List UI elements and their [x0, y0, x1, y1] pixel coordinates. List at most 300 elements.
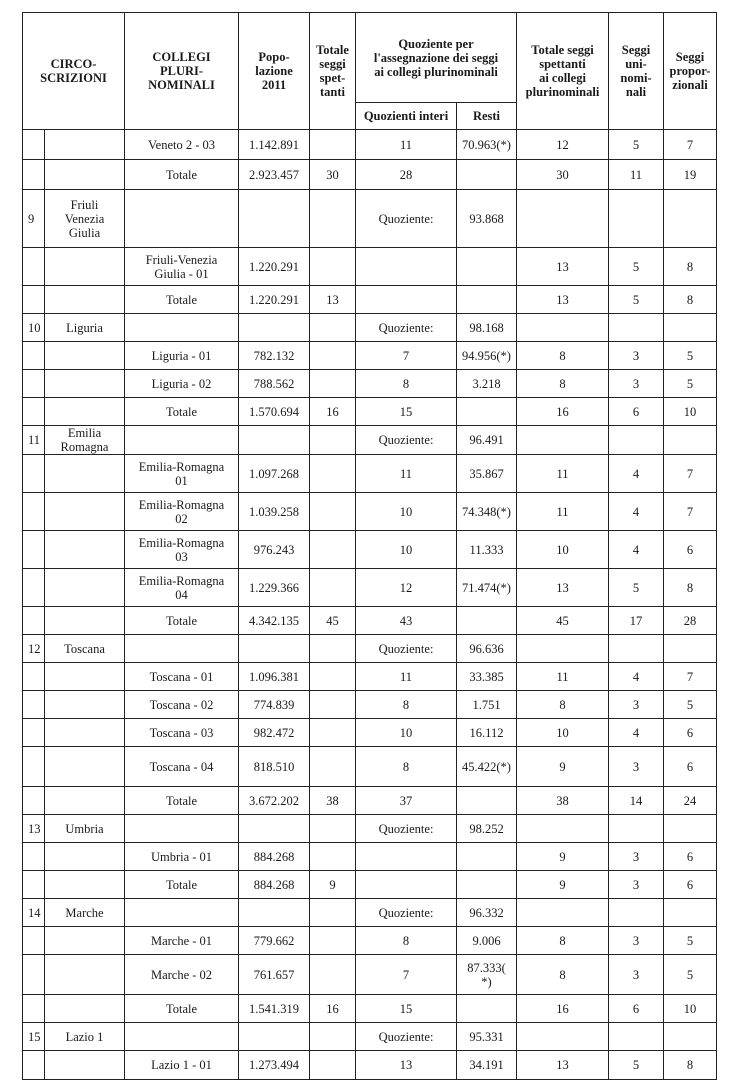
total-seggi: 30 [310, 160, 356, 190]
col-header-collegi: COLLEGI PLURI- NOMINALI [125, 13, 239, 130]
collegio-name: Liguria - 01 [125, 342, 239, 370]
table-row [23, 342, 717, 370]
cell-empty [457, 398, 517, 426]
total-quozienti-interi [356, 871, 457, 899]
popolazione: 982.472 [239, 719, 310, 747]
cell-empty [310, 719, 356, 747]
total-row [23, 871, 717, 899]
cell-empty [45, 370, 125, 398]
region-number: 13 [23, 815, 45, 843]
region-name: Liguria [45, 314, 125, 342]
collegio-name: Toscana - 03 [125, 719, 239, 747]
region-row [23, 190, 717, 248]
quoziente-value: 98.168 [457, 314, 517, 342]
total-seggi-proporzionali: 28 [664, 607, 717, 635]
collegio-name: Emilia-Romagna 04 [125, 569, 239, 607]
cell-empty [23, 160, 45, 190]
total-seggi-collegi: 16 [517, 398, 609, 426]
quozienti-interi: 8 [356, 691, 457, 719]
seggi-proporzionali: 5 [664, 370, 717, 398]
seggi-collegi: 10 [517, 719, 609, 747]
collegio-name: Toscana - 01 [125, 663, 239, 691]
total-seggi-uninominali: 6 [609, 995, 664, 1023]
seggi-uninominali: 5 [609, 130, 664, 160]
table-row [23, 569, 717, 607]
quoziente-value: 96.491 [457, 426, 517, 455]
total-seggi-proporzionali: 19 [664, 160, 717, 190]
table-body [23, 130, 717, 1080]
total-popolazione: 1.541.319 [239, 995, 310, 1023]
resti [457, 248, 517, 286]
cell-empty [23, 607, 45, 635]
total-label: Totale [125, 398, 239, 426]
table-row [23, 1051, 717, 1080]
resti: 35.867 [457, 455, 517, 493]
total-label: Totale [125, 995, 239, 1023]
seggi-proporzionali: 6 [664, 719, 717, 747]
quoziente-value: 95.331 [457, 1023, 517, 1051]
total-row [23, 160, 717, 190]
quozienti-interi: 11 [356, 130, 457, 160]
total-popolazione: 884.268 [239, 871, 310, 899]
seggi-proporzionali: 8 [664, 248, 717, 286]
cell-empty [45, 691, 125, 719]
total-seggi-proporzionali: 10 [664, 398, 717, 426]
quozienti-interi: 8 [356, 747, 457, 787]
quoziente-value: 96.636 [457, 635, 517, 663]
region-row [23, 426, 717, 455]
quozienti-interi: 12 [356, 569, 457, 607]
total-label: Totale [125, 607, 239, 635]
total-quozienti-interi: 15 [356, 995, 457, 1023]
quozienti-interi: 11 [356, 455, 457, 493]
quoziente-label: Quoziente: [356, 314, 457, 342]
table-row [23, 663, 717, 691]
seggi-proporzionali: 7 [664, 663, 717, 691]
cell-empty [45, 843, 125, 871]
total-label: Totale [125, 160, 239, 190]
seggi-collegi: 8 [517, 691, 609, 719]
table-row [23, 248, 717, 286]
region-row [23, 815, 717, 843]
cell-empty [23, 398, 45, 426]
collegio-name: Toscana - 02 [125, 691, 239, 719]
cell-empty [310, 130, 356, 160]
popolazione: 761.657 [239, 955, 310, 995]
cell-empty [23, 569, 45, 607]
seggi-uninominali: 5 [609, 1051, 664, 1080]
total-seggi: 9 [310, 871, 356, 899]
collegio-name: Lazio 1 - 01 [125, 1051, 239, 1080]
region-row [23, 1023, 717, 1051]
col-header-totale-collegi: Totale seggi spettanti ai collegi plurinominali [517, 13, 609, 130]
popolazione: 1.097.268 [239, 455, 310, 493]
total-seggi: 13 [310, 286, 356, 314]
region-name: Friuli Venezia Giulia [45, 190, 125, 248]
seggi-proporzionali: 7 [664, 130, 717, 160]
total-seggi-collegi: 30 [517, 160, 609, 190]
quozienti-interi: 8 [356, 927, 457, 955]
cell-empty [239, 815, 310, 843]
total-seggi-collegi: 16 [517, 995, 609, 1023]
cell-empty [45, 248, 125, 286]
cell-empty [310, 1023, 356, 1051]
cell-empty [45, 955, 125, 995]
seggi-uninominali: 3 [609, 747, 664, 787]
collegio-name: Friuli-Venezia Giulia - 01 [125, 248, 239, 286]
cell-empty [457, 286, 517, 314]
cell-empty [23, 747, 45, 787]
quozienti-interi: 11 [356, 663, 457, 691]
table-row [23, 531, 717, 569]
total-seggi-uninominali: 5 [609, 286, 664, 314]
seggi-collegi: 8 [517, 370, 609, 398]
region-name: Toscana [45, 635, 125, 663]
seggi-proporzionali: 8 [664, 569, 717, 607]
resti: 34.191 [457, 1051, 517, 1080]
cell-empty [310, 691, 356, 719]
seggi-collegi: 9 [517, 843, 609, 871]
cell-empty [125, 314, 239, 342]
table-row [23, 719, 717, 747]
total-label: Totale [125, 871, 239, 899]
collegio-name: Liguria - 02 [125, 370, 239, 398]
total-label: Totale [125, 787, 239, 815]
region-number: 15 [23, 1023, 45, 1051]
cell-empty [23, 493, 45, 531]
cell-empty [310, 747, 356, 787]
popolazione: 1.142.891 [239, 130, 310, 160]
quoziente-label: Quoziente: [356, 899, 457, 927]
cell-empty [23, 719, 45, 747]
cell-empty [23, 1051, 45, 1080]
seggi-uninominali: 5 [609, 569, 664, 607]
cell-empty [23, 955, 45, 995]
cell-empty [45, 160, 125, 190]
cell-empty [664, 815, 717, 843]
seggi-uninominali: 4 [609, 455, 664, 493]
seggi-collegi: 11 [517, 493, 609, 531]
seggi-uninominali: 4 [609, 719, 664, 747]
cell-empty [517, 314, 609, 342]
col-header-uninominali: Seggi uni- nomi- nali [609, 13, 664, 130]
total-seggi: 16 [310, 995, 356, 1023]
cell-empty [310, 635, 356, 663]
total-seggi-uninominali: 3 [609, 871, 664, 899]
col-header-circoscrizioni: CIRCO- SCRIZIONI [23, 13, 125, 130]
cell-empty [517, 190, 609, 248]
cell-empty [517, 1023, 609, 1051]
seggi-proporzionali: 6 [664, 843, 717, 871]
cell-empty [310, 1051, 356, 1080]
cell-empty [664, 314, 717, 342]
total-row [23, 607, 717, 635]
popolazione: 1.229.366 [239, 569, 310, 607]
popolazione: 976.243 [239, 531, 310, 569]
collegio-name: Emilia-Romagna 03 [125, 531, 239, 569]
total-seggi-proporzionali: 24 [664, 787, 717, 815]
cell-empty [310, 899, 356, 927]
cell-empty [45, 398, 125, 426]
cell-empty [609, 314, 664, 342]
region-number: 14 [23, 899, 45, 927]
cell-empty [664, 426, 717, 455]
cell-empty [45, 569, 125, 607]
cell-empty [45, 719, 125, 747]
seggi-proporzionali: 5 [664, 927, 717, 955]
col-header-resti: Resti [457, 103, 517, 130]
popolazione: 779.662 [239, 927, 310, 955]
resti: 94.956(*) [457, 342, 517, 370]
cell-empty [310, 493, 356, 531]
seat-allocation-table [22, 12, 717, 1080]
resti: 33.385 [457, 663, 517, 691]
region-number: 12 [23, 635, 45, 663]
cell-empty [310, 843, 356, 871]
cell-empty [609, 635, 664, 663]
col-header-popolazione: Popo- lazione 2011 [239, 13, 310, 130]
col-header-proporzionali: Seggi propor- zionali [664, 13, 717, 130]
cell-empty [517, 426, 609, 455]
seggi-uninominali: 4 [609, 663, 664, 691]
cell-empty [45, 1051, 125, 1080]
total-popolazione: 3.672.202 [239, 787, 310, 815]
cell-empty [23, 871, 45, 899]
region-name: Umbria [45, 815, 125, 843]
seggi-uninominali: 4 [609, 493, 664, 531]
cell-empty [310, 314, 356, 342]
cell-empty [45, 747, 125, 787]
cell-empty [310, 455, 356, 493]
quoziente-label: Quoziente: [356, 635, 457, 663]
total-quozienti-interi: 43 [356, 607, 457, 635]
cell-empty [45, 663, 125, 691]
total-row [23, 787, 717, 815]
total-popolazione: 2.923.457 [239, 160, 310, 190]
total-quozienti-interi: 37 [356, 787, 457, 815]
cell-empty [45, 531, 125, 569]
total-seggi-proporzionali: 10 [664, 995, 717, 1023]
region-name: Lazio 1 [45, 1023, 125, 1051]
total-quozienti-interi [356, 286, 457, 314]
quozienti-interi: 8 [356, 370, 457, 398]
quozienti-interi [356, 843, 457, 871]
resti [457, 843, 517, 871]
region-row [23, 314, 717, 342]
col-header-totale-seggi: Totale seggi spet- tanti [310, 13, 356, 130]
total-seggi-uninominali: 17 [609, 607, 664, 635]
table-row [23, 843, 717, 871]
region-name: Emilia Romagna [45, 426, 125, 455]
cell-empty [664, 1023, 717, 1051]
table-header [23, 13, 717, 130]
total-seggi: 38 [310, 787, 356, 815]
total-row [23, 398, 717, 426]
cell-empty [45, 927, 125, 955]
col-header-quozienti-interi: Quozienti interi [356, 103, 457, 130]
region-number: 10 [23, 314, 45, 342]
popolazione: 1.220.291 [239, 248, 310, 286]
resti: 1.751 [457, 691, 517, 719]
popolazione: 782.132 [239, 342, 310, 370]
cell-empty [457, 160, 517, 190]
cell-empty [457, 787, 517, 815]
table-row [23, 927, 717, 955]
quoziente-value: 96.332 [457, 899, 517, 927]
total-row [23, 995, 717, 1023]
table-row [23, 955, 717, 995]
cell-empty [310, 569, 356, 607]
seggi-proporzionali: 6 [664, 531, 717, 569]
cell-empty [45, 455, 125, 493]
resti: 9.006 [457, 927, 517, 955]
cell-empty [23, 663, 45, 691]
cell-empty [45, 130, 125, 160]
seggi-collegi: 9 [517, 747, 609, 787]
quozienti-interi: 13 [356, 1051, 457, 1080]
quoziente-label: Quoziente: [356, 426, 457, 455]
cell-empty [45, 995, 125, 1023]
cell-empty [125, 815, 239, 843]
col-header-quoziente: Quoziente per l'assegnazione dei seggi ai collegi plurinominali [356, 13, 517, 103]
region-row [23, 899, 717, 927]
cell-empty [239, 635, 310, 663]
resti: 11.333 [457, 531, 517, 569]
cell-empty [609, 1023, 664, 1051]
seggi-proporzionali: 5 [664, 691, 717, 719]
resti: 71.474(*) [457, 569, 517, 607]
seggi-uninominali: 5 [609, 248, 664, 286]
region-number: 11 [23, 426, 45, 455]
total-seggi-uninominali: 11 [609, 160, 664, 190]
quoziente-value: 93.868 [457, 190, 517, 248]
cell-empty [23, 843, 45, 871]
quoziente-label: Quoziente: [356, 190, 457, 248]
cell-empty [310, 342, 356, 370]
cell-empty [310, 426, 356, 455]
quozienti-interi: 10 [356, 531, 457, 569]
cell-empty [664, 190, 717, 248]
cell-empty [239, 190, 310, 248]
resti: 3.218 [457, 370, 517, 398]
table-row [23, 493, 717, 531]
cell-empty [125, 635, 239, 663]
quozienti-interi: 10 [356, 719, 457, 747]
cell-empty [609, 426, 664, 455]
region-number: 9 [23, 190, 45, 248]
cell-empty [125, 1023, 239, 1051]
cell-empty [23, 370, 45, 398]
total-label: Totale [125, 286, 239, 314]
cell-empty [517, 899, 609, 927]
cell-empty [310, 248, 356, 286]
table-row [23, 455, 717, 493]
region-name: Marche [45, 899, 125, 927]
cell-empty [125, 426, 239, 455]
cell-empty [664, 899, 717, 927]
seggi-uninominali: 3 [609, 370, 664, 398]
seggi-proporzionali: 7 [664, 455, 717, 493]
cell-empty [45, 493, 125, 531]
seggi-uninominali: 3 [609, 927, 664, 955]
table-row [23, 370, 717, 398]
seggi-collegi: 8 [517, 342, 609, 370]
cell-empty [310, 531, 356, 569]
quoziente-label: Quoziente: [356, 815, 457, 843]
cell-empty [664, 635, 717, 663]
cell-empty [239, 314, 310, 342]
cell-empty [310, 815, 356, 843]
cell-empty [457, 871, 517, 899]
total-quozienti-interi: 15 [356, 398, 457, 426]
cell-empty [23, 691, 45, 719]
collegio-name: Veneto 2 - 03 [125, 130, 239, 160]
cell-empty [125, 899, 239, 927]
resti: 70.963(*) [457, 130, 517, 160]
collegio-name: Marche - 01 [125, 927, 239, 955]
total-popolazione: 4.342.135 [239, 607, 310, 635]
table-row [23, 130, 717, 160]
cell-empty [23, 342, 45, 370]
collegio-name: Marche - 02 [125, 955, 239, 995]
quoziente-value: 98.252 [457, 815, 517, 843]
total-seggi: 16 [310, 398, 356, 426]
cell-empty [517, 815, 609, 843]
cell-empty [23, 995, 45, 1023]
seggi-uninominali: 3 [609, 955, 664, 995]
popolazione: 884.268 [239, 843, 310, 871]
seggi-uninominali: 3 [609, 843, 664, 871]
cell-empty [45, 342, 125, 370]
total-popolazione: 1.570.694 [239, 398, 310, 426]
quozienti-interi: 10 [356, 493, 457, 531]
seggi-proporzionali: 5 [664, 955, 717, 995]
cell-empty [310, 190, 356, 248]
cell-empty [45, 787, 125, 815]
resti: 87.333( *) [457, 955, 517, 995]
cell-empty [23, 531, 45, 569]
cell-empty [45, 871, 125, 899]
seggi-uninominali: 4 [609, 531, 664, 569]
cell-empty [310, 663, 356, 691]
quozienti-interi [356, 248, 457, 286]
resti: 16.112 [457, 719, 517, 747]
quozienti-interi: 7 [356, 955, 457, 995]
cell-empty [23, 130, 45, 160]
seggi-collegi: 13 [517, 248, 609, 286]
total-seggi-proporzionali: 6 [664, 871, 717, 899]
popolazione: 1.096.381 [239, 663, 310, 691]
cell-empty [23, 286, 45, 314]
cell-empty [310, 927, 356, 955]
popolazione: 818.510 [239, 747, 310, 787]
total-popolazione: 1.220.291 [239, 286, 310, 314]
quozienti-interi: 7 [356, 342, 457, 370]
cell-empty [457, 607, 517, 635]
cell-empty [23, 787, 45, 815]
cell-empty [310, 370, 356, 398]
total-seggi: 45 [310, 607, 356, 635]
resti: 45.422(*) [457, 747, 517, 787]
total-seggi-uninominali: 14 [609, 787, 664, 815]
seggi-collegi: 12 [517, 130, 609, 160]
seggi-collegi: 13 [517, 1051, 609, 1080]
cell-empty [609, 899, 664, 927]
collegio-name: Emilia-Romagna 01 [125, 455, 239, 493]
total-seggi-uninominali: 6 [609, 398, 664, 426]
popolazione: 1.273.494 [239, 1051, 310, 1080]
total-quozienti-interi: 28 [356, 160, 457, 190]
